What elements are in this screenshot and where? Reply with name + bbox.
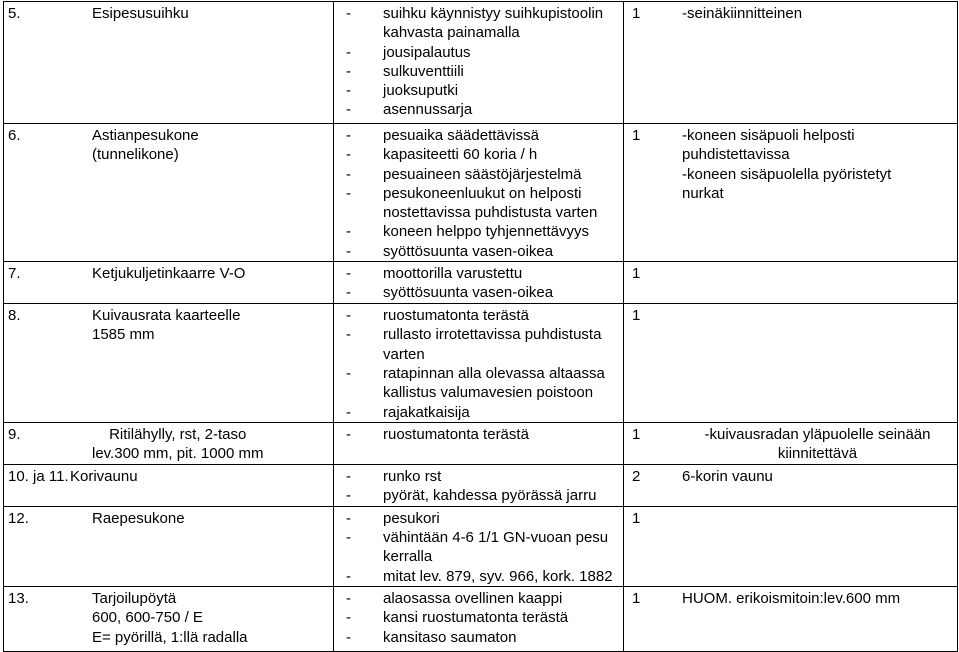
spec-text: asennussarja <box>383 101 473 119</box>
item-name-cell <box>4 304 334 423</box>
item-name <box>8 589 329 647</box>
item-title: Esipesusuihku <box>92 5 189 22</box>
spec-text: ruostumatonta terästä <box>383 307 529 325</box>
item-number: 7. <box>8 265 21 283</box>
item-title-line: Kuivausrata kaarteelle <box>92 307 241 325</box>
item-name <box>8 264 329 283</box>
dash-bullet: - <box>346 82 351 100</box>
spec-list <box>346 306 619 422</box>
item-spec-cell <box>334 587 624 652</box>
item-name <box>8 425 329 464</box>
item-name <box>8 126 329 165</box>
spec-item <box>346 567 619 586</box>
dash-bullet: - <box>346 165 351 183</box>
table-row <box>4 422 958 464</box>
dash-bullet: - <box>346 590 351 608</box>
spec-item <box>346 608 619 627</box>
item-number: 12. <box>8 509 29 527</box>
spec-text: sulkuventtiili <box>383 62 464 80</box>
item-spec-cell <box>334 124 624 262</box>
spec-text: alaosassa ovellinen kaappi <box>383 590 563 608</box>
spec-item <box>346 509 619 528</box>
dash-bullet: - <box>346 628 351 646</box>
item-count-cell <box>624 464 958 506</box>
spec-text: kansi ruostumatonta terästä <box>383 609 569 627</box>
spec-text: pesukori <box>383 509 440 527</box>
spec-item <box>346 528 619 567</box>
spec-list <box>346 4 619 120</box>
note-line: HUOM. erikoismitoin:lev.600 mm <box>682 590 901 608</box>
item-number: 8. <box>8 307 21 325</box>
item-title-line: Ritilähylly, rst, 2-taso <box>109 425 247 443</box>
item-notes <box>682 126 953 203</box>
item-spec-cell <box>334 422 624 464</box>
spec-item <box>346 242 619 261</box>
item-title-line: Astianpesukone <box>92 127 199 144</box>
item-notes <box>682 509 953 528</box>
table-row <box>4 304 958 423</box>
spec-text: kapasiteetti 60 koria / h <box>383 146 538 164</box>
spec-item <box>346 306 619 325</box>
item-name <box>8 509 329 528</box>
item-count: 1 <box>632 590 641 608</box>
spec-item <box>346 425 619 444</box>
item-number: 10. ja 11. <box>8 467 69 485</box>
spec-text: pesuaika säädettävissä <box>383 127 539 144</box>
item-title: Korivaunu <box>70 467 138 485</box>
spec-item <box>346 165 619 184</box>
spec-item <box>346 589 619 608</box>
item-count: 1 <box>632 307 641 325</box>
equipment-table-body <box>4 2 958 652</box>
item-count-cell <box>624 304 958 423</box>
item-count: 1 <box>632 265 641 283</box>
item-count-cell <box>624 2 958 124</box>
spec-item <box>346 62 619 81</box>
dash-bullet: - <box>346 265 351 283</box>
item-name-cell <box>4 587 334 652</box>
item-name-cell <box>4 124 334 262</box>
item-name <box>8 306 329 345</box>
spec-item <box>346 100 619 119</box>
spec-item <box>346 364 619 403</box>
spec-text: syöttösuunta vasen-oikea <box>383 284 554 302</box>
item-title-line: lev.300 mm, pit. 1000 mm <box>92 445 264 463</box>
item-title-line: Tarjoilupöytä <box>92 590 177 608</box>
spec-text: rullasto irrotettavissa puhdistusta <box>383 326 602 344</box>
spec-item <box>346 283 619 302</box>
spec-text: vähintään 4-6 1/1 GN-vuoan pesu <box>383 529 609 547</box>
item-notes <box>682 425 953 464</box>
item-title-line: (tunnelikone) <box>92 146 179 164</box>
spec-list <box>346 264 619 303</box>
dash-bullet: - <box>346 326 351 344</box>
spec-list <box>346 425 619 444</box>
dash-bullet: - <box>346 5 351 22</box>
dash-bullet: - <box>346 127 351 144</box>
item-notes <box>682 467 953 486</box>
table-row <box>4 262 958 304</box>
item-count: 1 <box>632 127 641 144</box>
spec-text: koneen helppo tyhjennettävyys <box>383 223 589 241</box>
spec-text: juoksuputki <box>383 82 459 100</box>
dash-bullet: - <box>346 567 351 585</box>
table-row <box>4 464 958 506</box>
spec-text: ruostumatonta terästä <box>383 425 529 443</box>
spec-list <box>346 509 619 586</box>
note-line: kiinnitettävä <box>777 445 858 463</box>
item-name-cell <box>4 262 334 304</box>
item-name <box>8 4 329 23</box>
dash-bullet: - <box>346 487 351 505</box>
spec-text: pesuaineen säästöjärjestelmä <box>383 165 582 183</box>
item-spec-cell <box>334 304 624 423</box>
spec-text: jousipalautus <box>383 43 471 61</box>
item-name <box>8 467 329 486</box>
spec-item <box>346 403 619 422</box>
spec-item <box>346 628 619 647</box>
dash-bullet: - <box>346 609 351 627</box>
item-spec-cell <box>334 506 624 586</box>
note-line: -kuivausradan yläpuolelle seinään <box>704 425 931 443</box>
item-title-line: 1585 mm <box>92 326 155 344</box>
spec-item <box>346 486 619 505</box>
spec-text: pesukoneenluukut on helposti <box>383 184 582 202</box>
item-title: Raepesukone <box>92 509 185 527</box>
spec-list <box>346 126 619 261</box>
spec-item <box>346 264 619 283</box>
item-notes <box>682 306 953 325</box>
dash-bullet: - <box>346 242 351 260</box>
item-spec-cell <box>334 262 624 304</box>
note-line: puhdistettavissa <box>682 146 790 164</box>
dash-bullet: - <box>346 223 351 241</box>
dash-bullet: - <box>346 425 351 443</box>
spec-text: moottorilla varustettu <box>383 265 523 283</box>
item-title-line: 600, 600-750 / E <box>92 609 203 627</box>
table-row <box>4 587 958 652</box>
item-count-cell <box>624 262 958 304</box>
equipment-table <box>3 1 958 652</box>
item-spec-cell <box>334 464 624 506</box>
dash-bullet: - <box>346 101 351 119</box>
item-count: 1 <box>632 509 641 527</box>
item-count: 1 <box>632 425 641 443</box>
spec-item <box>346 222 619 241</box>
spec-list <box>346 467 619 506</box>
item-name-cell <box>4 422 334 464</box>
table-row <box>4 2 958 124</box>
dash-bullet: - <box>346 403 351 421</box>
item-name-cell <box>4 2 334 124</box>
dash-bullet: - <box>346 184 351 202</box>
spec-text: kerralla <box>383 548 433 566</box>
table-row <box>4 124 958 262</box>
spec-text: varten <box>383 345 425 363</box>
spec-text: rajakatkaisija <box>383 403 470 421</box>
spec-text: pyörät, kahdessa pyörässä jarru <box>383 487 597 505</box>
spec-item <box>346 184 619 223</box>
dash-bullet: - <box>346 284 351 302</box>
item-number: 9. <box>8 425 21 443</box>
spec-item <box>346 467 619 486</box>
note-line: -seinäkiinnitteinen <box>682 5 803 22</box>
item-title: Ketjukuljetinkaarre V-O <box>92 265 246 283</box>
item-number: 6. <box>8 127 21 144</box>
item-notes <box>682 589 953 608</box>
spec-text: kallistus valumavesien poistoon <box>383 384 594 402</box>
item-count-cell <box>624 506 958 586</box>
spec-text: kansitaso saumaton <box>383 628 517 646</box>
spec-item <box>346 145 619 164</box>
item-count-cell <box>624 422 958 464</box>
spec-text: nostettavissa puhdistusta varten <box>383 204 598 222</box>
item-number: 13. <box>8 590 29 608</box>
dash-bullet: - <box>346 307 351 325</box>
dash-bullet: - <box>346 529 351 547</box>
item-name-cell <box>4 506 334 586</box>
dash-bullet: - <box>346 467 351 485</box>
item-count: 1 <box>632 5 641 22</box>
spec-text: runko rst <box>383 467 442 485</box>
item-notes <box>682 264 953 283</box>
item-name-cell <box>4 464 334 506</box>
note-line: nurkat <box>682 184 724 202</box>
item-number: 5. <box>8 5 21 22</box>
item-count-cell <box>624 587 958 652</box>
spec-list <box>346 589 619 647</box>
spec-item <box>346 4 619 43</box>
note-line: 6-korin vaunu <box>682 467 773 485</box>
dash-bullet: - <box>346 62 351 80</box>
dash-bullet: - <box>346 509 351 527</box>
spec-text: syöttösuunta vasen-oikea <box>383 242 554 260</box>
dash-bullet: - <box>346 43 351 61</box>
item-count: 2 <box>632 467 641 485</box>
spec-item <box>346 325 619 364</box>
spec-item <box>346 126 619 145</box>
dash-bullet: - <box>346 146 351 164</box>
spec-item <box>346 81 619 100</box>
table-row <box>4 506 958 586</box>
spec-text: kahvasta painamalla <box>383 24 520 42</box>
item-count-cell <box>624 124 958 262</box>
spec-text: suihku käynnistyy suihkupistoolin <box>383 5 604 22</box>
item-spec-cell <box>334 2 624 124</box>
item-notes <box>682 4 953 23</box>
note-line: -koneen sisäpuolella pyöristetyt <box>682 165 892 183</box>
item-title-line: E= pyörillä, 1:llä radalla <box>92 628 248 646</box>
dash-bullet: - <box>346 364 351 382</box>
spec-item <box>346 43 619 62</box>
note-line: -koneen sisäpuoli helposti <box>682 127 855 144</box>
spec-text: ratapinnan alla olevassa altaassa <box>383 364 605 382</box>
spec-text: mitat lev. 879, syv. 966, kork. 1882 <box>383 567 613 585</box>
